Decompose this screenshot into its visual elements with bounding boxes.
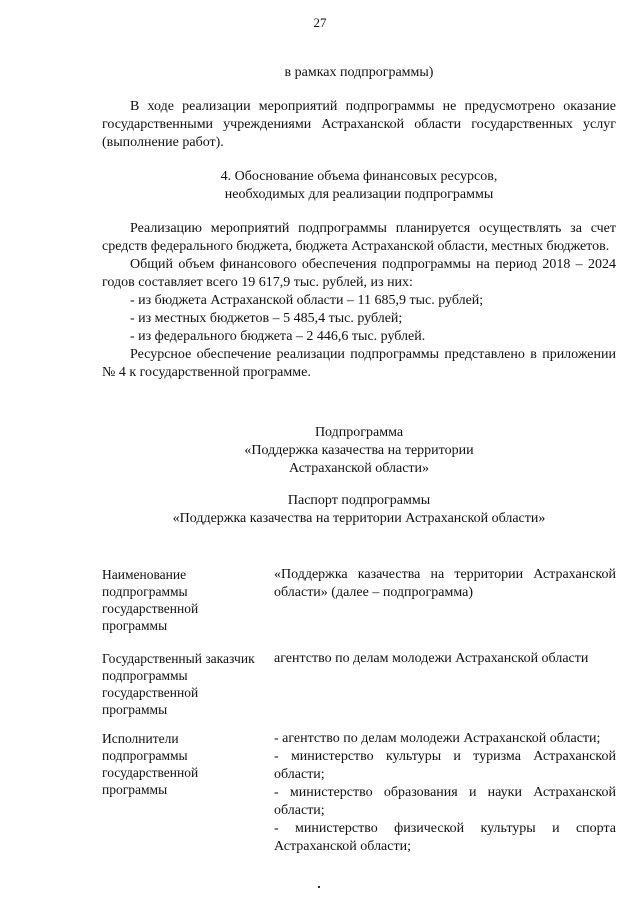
passport-title <box>102 492 616 528</box>
passport-table <box>102 566 616 868</box>
passport-value-name <box>264 566 616 634</box>
passport-row-customer <box>102 650 616 718</box>
section4-heading <box>102 168 616 204</box>
subprogram-line1: Подпрограмма <box>314 425 404 440</box>
passport-value-executors <box>264 730 616 856</box>
intro-paragraph <box>102 98 616 152</box>
top-fragment-text: в рамках подпрограммы) <box>284 65 434 80</box>
section4-heading-line1: 4. Обоснование объема финансовых ресурсов, <box>220 169 498 184</box>
funding-item-federal: - из федерального бюджета – 2 446,6 тыс. рублей. <box>130 329 426 344</box>
page-number: 27 <box>313 15 327 30</box>
section4-para1: Реализацию мероприятий подпрограммы планируется осуществлять за счет средств федерального бюджета, бюджета Астраханской области, местных бюджетов. <box>102 221 616 254</box>
section4-para2: Общий объем финансового обеспечения подпрограммы на период 2018 – 2024 годов составляет всего 19 617,9 тыс. рублей, из них: <box>102 257 616 290</box>
passport-row-name <box>102 566 616 634</box>
funding-item-regional: - из бюджета Астраханской области – 11 685,9 тыс. рублей; <box>130 293 484 308</box>
funding-item-local: - из местных бюджетов – 5 485,4 тыс. рублей; <box>130 311 403 326</box>
section4-para3: Ресурсное обеспечение реализации подпрограммы представлено в приложении № 4 к государственной программе. <box>102 347 616 380</box>
intro-paragraph-text: В ходе реализации мероприятий подпрограммы не предусмотрено оказание государственными учреждениями Астраханской области государственных услуг (выполнение работ). <box>102 99 616 150</box>
top-fragment <box>102 64 616 82</box>
passport-label-customer: Государственный заказчик подпрограммы государственной программы <box>102 651 255 717</box>
passport-title-line1: Паспорт подпрограммы <box>287 493 431 508</box>
subprogram-heading <box>102 424 616 478</box>
passport-label-name: Наименование подпрограммы государственной программы <box>102 567 199 633</box>
executor-item: - министерство культуры и туризма Астраханской области; <box>274 749 616 782</box>
passport-row-executors <box>102 730 616 856</box>
scan-speck <box>318 886 320 888</box>
executor-item: - министерство физической культуры и спорта Астраханской области; <box>274 821 616 854</box>
executor-item: - агентство по делам молодежи Астраханской области; <box>274 731 601 746</box>
subprogram-line2: «Поддержка казачества на территории <box>244 443 474 458</box>
section4-heading-line2: необходимых для реализации подпрограммы <box>224 187 494 202</box>
passport-value-name-text: «Поддержка казачества на территории Астраханской области» (далее – подпрограмма) <box>274 567 616 600</box>
passport-label-executors: Исполнители подпрограммы государственной программы <box>102 731 199 797</box>
section4-body <box>102 220 616 382</box>
executor-item: - министерство образования и науки Астраханской области; <box>274 785 616 818</box>
subprogram-line3: Астраханской области» <box>288 461 430 476</box>
passport-value-customer <box>264 650 616 718</box>
passport-value-customer-text: агентство по делам молодежи Астраханской области <box>274 651 589 666</box>
passport-title-line2: «Поддержка казачества на территории Астраханской области» <box>172 511 546 526</box>
